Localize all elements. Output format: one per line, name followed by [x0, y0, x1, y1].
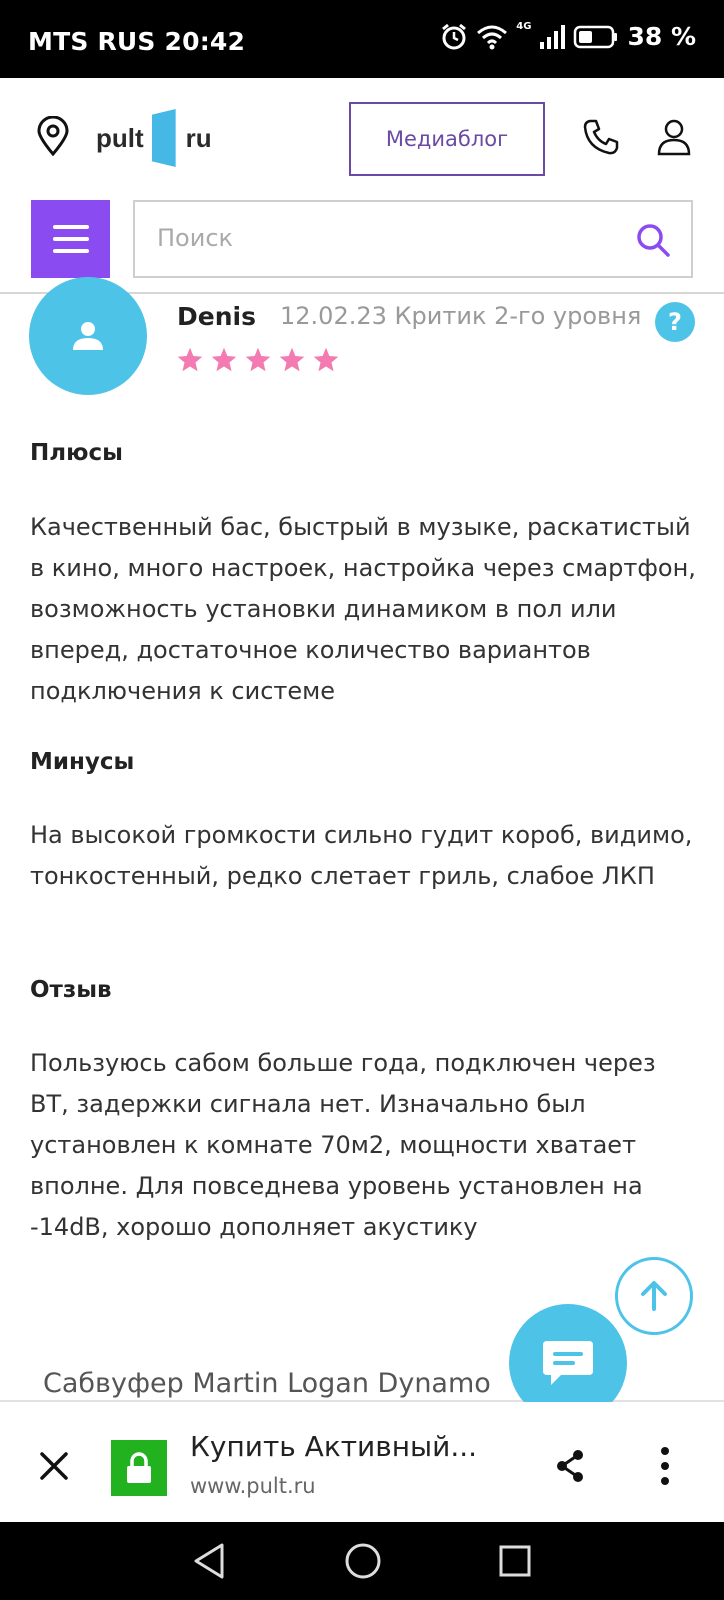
search-box[interactable]: [133, 200, 693, 278]
review-author[interactable]: Denis: [177, 302, 256, 331]
site-header: [0, 78, 724, 193]
chat-bubble-icon: [539, 1337, 597, 1389]
alarm-icon: [440, 23, 468, 51]
home-icon[interactable]: [344, 1542, 382, 1580]
help-question-icon[interactable]: ?: [655, 302, 695, 342]
close-icon[interactable]: [38, 1450, 70, 1482]
battery-level: 38 %: [627, 22, 696, 51]
system-nav-bar: [0, 1522, 724, 1600]
rating-stars: [176, 346, 340, 374]
star-icon: [278, 346, 306, 374]
search-input[interactable]: [157, 224, 577, 252]
mediablog-button[interactable]: Медиаблог: [349, 102, 545, 176]
carrier-time: MTS RUS 20:42: [28, 27, 246, 56]
review-text: Пользуюсь сабом больше года, подключен через BT, задержки сигнала нет. Изначально был установлен к комнате 70м2, мощности хватает вполне. Для повседнева уровень установлен на -14dB, хорошо дополняет акустику: [30, 1049, 656, 1241]
review-meta: 12.02.23 Критик 2-го уровня: [280, 302, 642, 330]
menu-line: [53, 237, 89, 241]
logo-text-right: ru: [185, 122, 212, 153]
search-row: [0, 193, 724, 294]
scroll-to-top-button[interactable]: [615, 1257, 693, 1335]
user-account-icon[interactable]: [656, 118, 692, 156]
battery-icon: [573, 24, 619, 50]
avatar: [29, 277, 147, 395]
logo-mark: [152, 109, 176, 167]
lock-icon: [124, 1451, 154, 1485]
status-icons: [440, 22, 696, 51]
phone-icon[interactable]: [582, 118, 620, 156]
custom-tab-bar: [0, 1402, 724, 1522]
recent-apps-icon[interactable]: [498, 1544, 532, 1578]
site-logo[interactable]: [96, 108, 212, 168]
share-icon[interactable]: [554, 1449, 586, 1483]
page-title: Купить Активный...: [190, 1430, 478, 1463]
more-options-icon[interactable]: [660, 1446, 670, 1486]
status-bar: [0, 0, 724, 78]
wifi-icon: [476, 24, 508, 50]
back-icon[interactable]: [192, 1542, 226, 1580]
product-link[interactable]: Сабвуфер Martin Logan Dynamo: [43, 1368, 491, 1399]
logo-text-left: pult: [96, 122, 144, 153]
location-pin-icon[interactable]: [36, 116, 70, 156]
pros-title: Плюсы: [30, 440, 123, 466]
arrow-up-icon: [637, 1279, 671, 1313]
star-icon: [312, 346, 340, 374]
hamburger-menu-button[interactable]: [31, 200, 110, 278]
cons-title: Минусы: [30, 749, 135, 775]
secure-lock-badge[interactable]: [111, 1440, 167, 1496]
user-silhouette-icon: [71, 320, 105, 352]
menu-line: [53, 225, 89, 229]
review-title: Отзыв: [30, 977, 112, 1003]
signal-icon: [539, 24, 565, 50]
cons-text: На высокой громкости сильно гудит короб, видимо, тонкостенный, редко слетает гриль, слабое ЛКП: [30, 821, 693, 890]
star-icon: [244, 346, 272, 374]
page-url: www.pult.ru: [190, 1474, 316, 1498]
menu-line: [53, 249, 89, 253]
network-label: 4G: [516, 21, 532, 32]
star-icon: [210, 346, 238, 374]
star-icon: [176, 346, 204, 374]
pros-text: Качественный бас, быстрый в музыке, раскатистый в кино, много настроек, настройка через смартфон, возможность установки динамиком в пол или вперед, достаточное количество вариантов подключения к системе: [30, 513, 696, 705]
search-icon[interactable]: [635, 222, 671, 258]
